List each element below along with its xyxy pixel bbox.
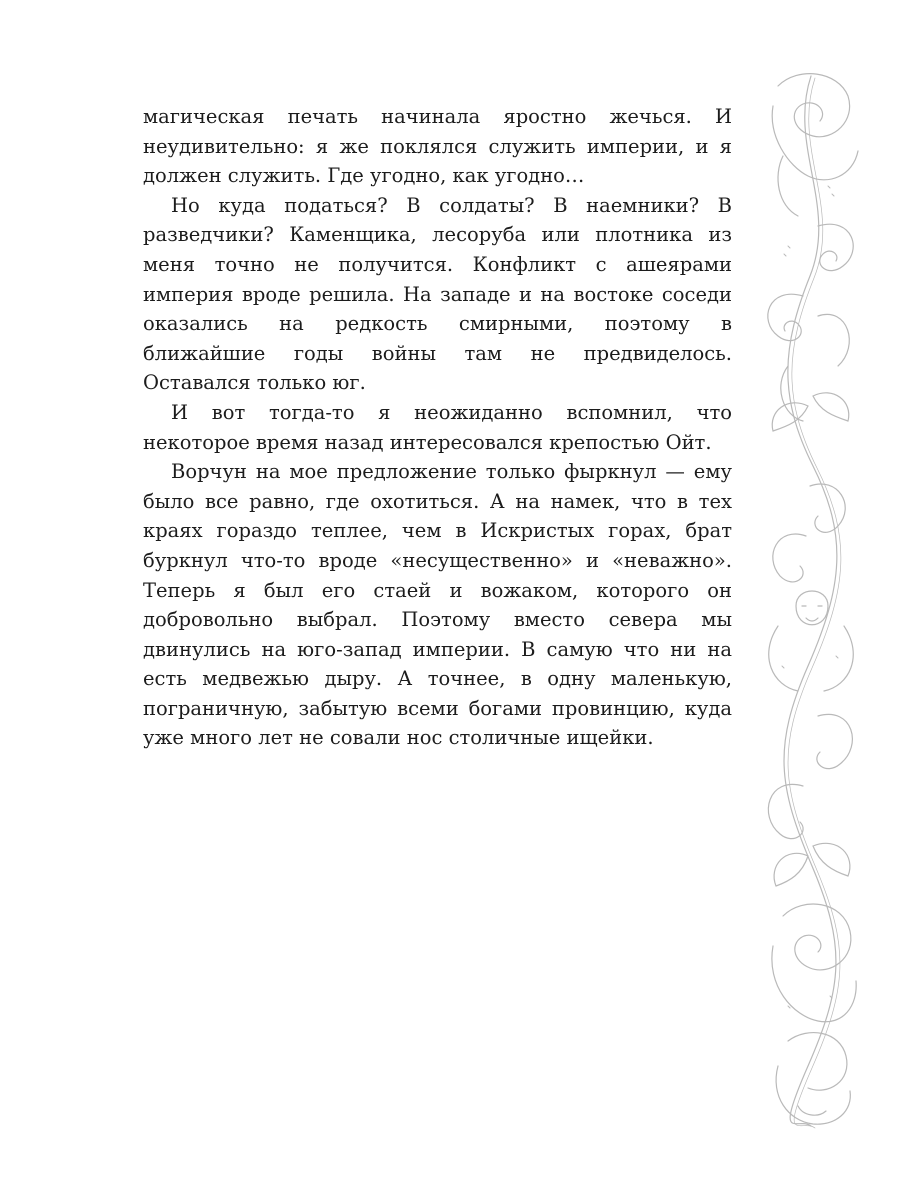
decorative-vine-border-icon [758,66,864,1134]
paragraph-2: Но куда податься? В солдаты? В наемники? В разведчики? Каменщика, лесоруба или плотника из меня точно не получится. Конфликт с ашеярами империя вроде решила. На западе и на востоке соседи оказались на редкость смирными, поэтому в ближайшие годы войны там не предвиделось. Оставался только юг. [143,193,732,395]
paragraph-4: Ворчун на мое предложение только фыркнул — ему было все равно, где охотиться. А на намек, что в тех краях гораздо теплее, чем в Искристых горах, брат буркнул что-то вроде «несущественно» и «неважно». Теперь я был его стаей и вожаком, которого он добровольно выбрал. Поэтому вместо севера мы двинулись на юго-запад империи. В самую что ни на есть медвежью дыру. А точнее, в одну маленькую, пограничную, забытую всеми богами провинцию, куда уже много лет не совали нос столичные ищейки. [143,460,732,750]
paragraph-3: И вот тогда-то я неожиданно вспомнил, что некоторое время назад интересовался крепостью Ойт. [143,400,732,454]
body-text [143,102,732,753]
paragraph-1: магическая печать начинала яростно жечься. И неудивительно: я же поклялся служить империи, и я должен служить. Где угодно, как угодно… [143,105,732,188]
